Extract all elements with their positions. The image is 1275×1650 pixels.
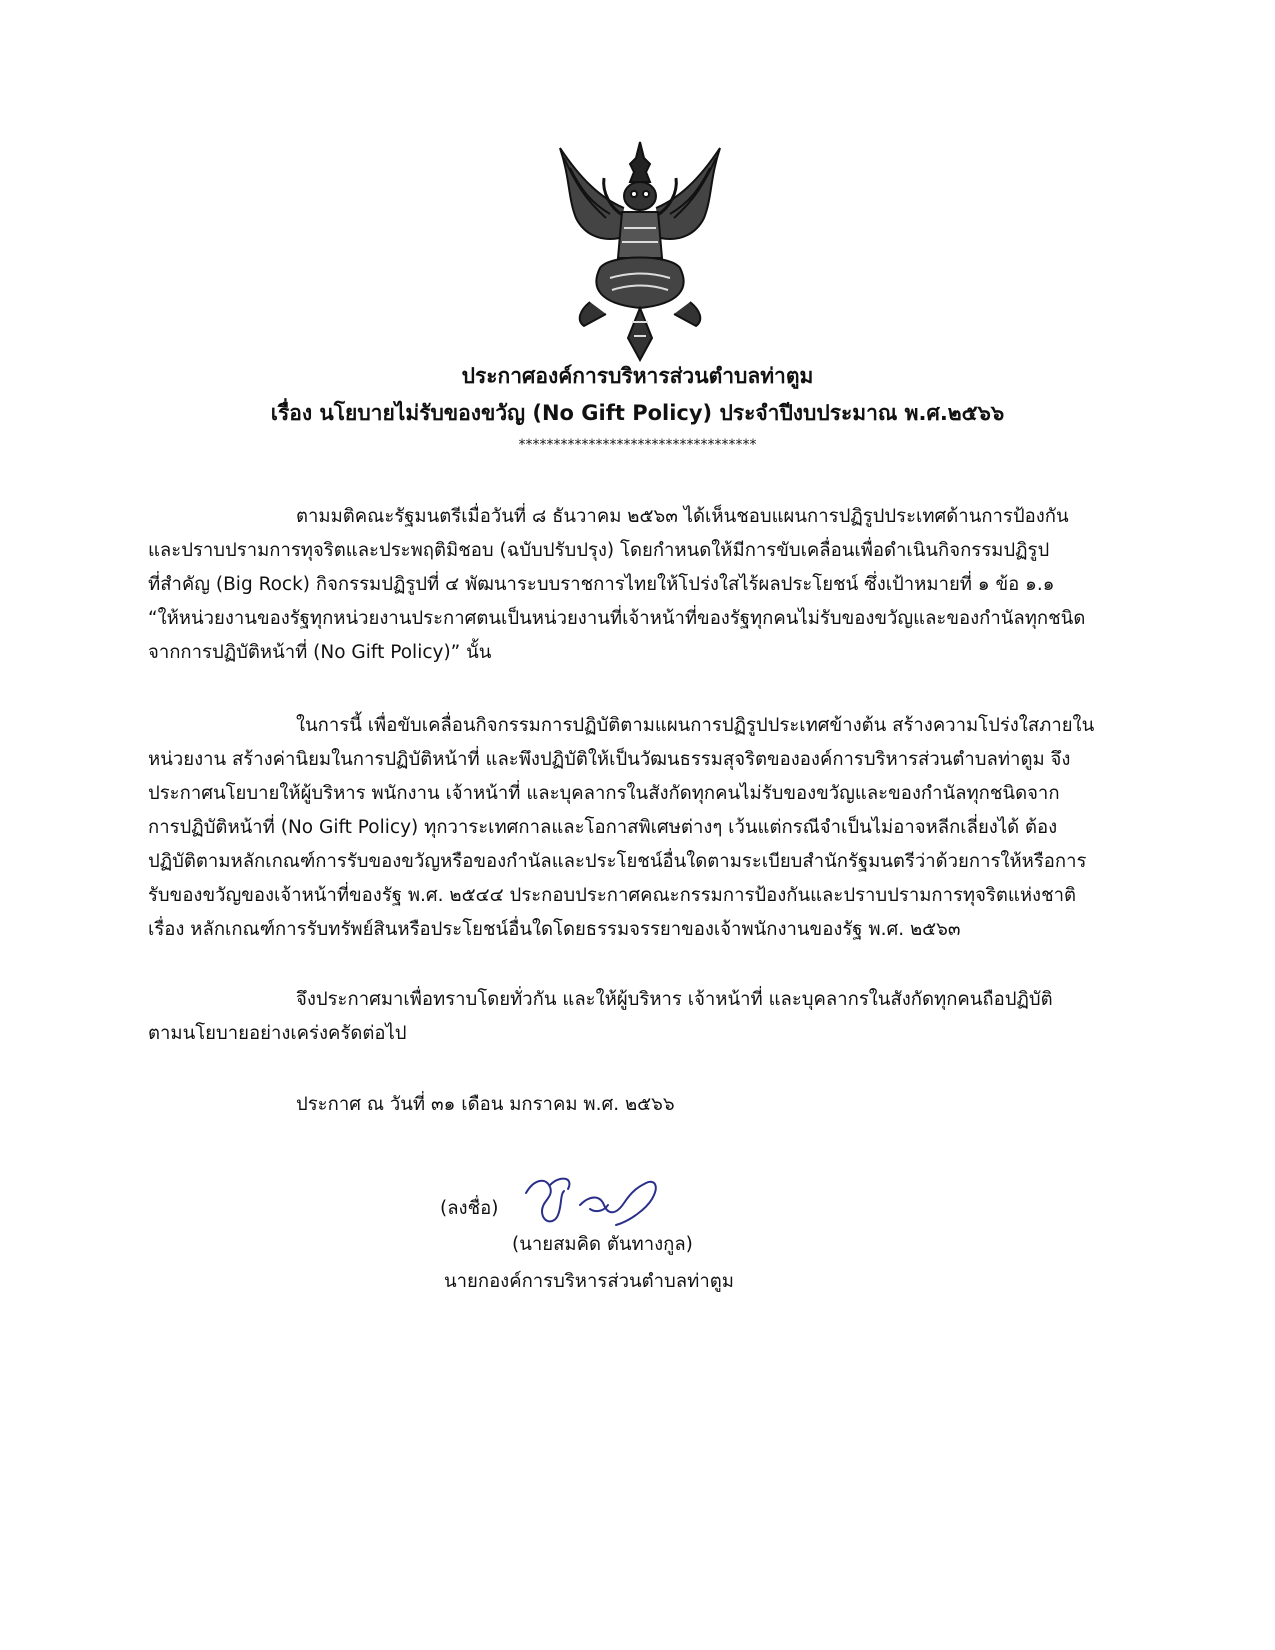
paragraph-line: เรื่อง หลักเกณฑ์การรับทรัพย์สินหรือประโยชน์อื่นใดโดยธรรมจรรยาของเจ้าพนักงานของรัฐ พ.ศ. ๒๕๖๓ bbox=[148, 919, 961, 940]
paragraph-line: ในการนี้ เพื่อขับเคลื่อนกิจกรรมการปฏิบัติตามแผนการปฏิรูปประเทศข้างต้น สร้างความโปร่งใสภายใน bbox=[296, 715, 1095, 736]
paragraph-line: ตามมติคณะรัฐมนตรีเมื่อวันที่ ๘ ธันวาคม ๒๕๖๓ ได้เห็นชอบแผนการปฏิรูปประเทศด้านการป้องกัน bbox=[296, 506, 1069, 527]
paragraph-1 bbox=[148, 500, 1150, 670]
separator-asterisks: ********************************** bbox=[518, 437, 757, 453]
paragraph-line: จึงประกาศมาเพื่อทราบโดยทั่วกัน และให้ผู้บริหาร เจ้าหน้าที่ และบุคลากรในสังกัดทุกคนถือปฏิบัติ bbox=[296, 989, 1053, 1010]
paragraph-line: การปฏิบัติหน้าที่ (No Gift Policy) ทุกวาระเทศกาลและโอกาสพิเศษต่างๆ เว้นแต่กรณีจำเป็นไม่อาจหลีกเลี่ยงได้ ต้อง bbox=[148, 817, 1058, 838]
paragraph-line: ตามนโยบายอย่างเคร่งครัดต่อไป bbox=[148, 1023, 407, 1044]
announcement-title: ประกาศองค์การบริหารส่วนตำบลท่าตูม bbox=[461, 364, 814, 388]
paragraph-line: “ให้หน่วยงานของรัฐทุกหน่วยงานประกาศตนเป็นหน่วยงานที่เจ้าหน้าที่ของรัฐทุกคนไม่รับของขวัญและของกำนัลทุกชนิด bbox=[148, 608, 1086, 629]
signer-name: (นายสมคิด ตันทางกูล) bbox=[512, 1234, 693, 1255]
announcement-date: ประกาศ ณ วันที่ ๓๑ เดือน มกราคม พ.ศ. ๒๕๖๖ bbox=[296, 1094, 675, 1115]
signer-position: นายกองค์การบริหารส่วนตำบลท่าตูม bbox=[444, 1271, 734, 1292]
garuda-emblem bbox=[540, 138, 740, 362]
paragraph-2 bbox=[148, 709, 1150, 947]
paragraph-line: ปฏิบัติตามหลักเกณฑ์การรับของขวัญหรือของกำนัลและประโยชน์อื่นใดตามระเบียบสำนักรัฐมนตรีว่าด้วยการให้หรือการ bbox=[148, 851, 1087, 872]
paragraph-3 bbox=[148, 983, 1150, 1051]
announcement-subject: เรื่อง นโยบายไม่รับของขวัญ (No Gift Policy) ประจำปีงบประมาณ พ.ศ.๒๕๖๖ bbox=[270, 401, 1005, 425]
paragraph-line: รับของขวัญของเจ้าหน้าที่ของรัฐ พ.ศ. ๒๕๔๔ ประกอบประกาศคณะกรรมการป้องกันและปราบปรามการทุจริตแห่งชาติ bbox=[148, 885, 1077, 906]
paragraph-line: ที่สำคัญ (Big Rock) กิจกรรมปฏิรูปที่ ๔ พัฒนาระบบราชการไทยให้โปร่งใสไร้ผลประโยชน์ ซึ่งเป้าหมายที่ ๑ ข้อ ๑.๑ bbox=[148, 574, 1055, 595]
signature-label: (ลงชื่อ) bbox=[440, 1198, 499, 1219]
paragraph-line: และปราบปรามการทุจริตและประพฤติมิชอบ (ฉบับปรับปรุง) โดยกำหนดให้มีการขับเคลื่อนเพื่อดำเนินกิจกรรมปฏิรูป bbox=[148, 540, 1050, 561]
paragraph-line: ประกาศนโยบายให้ผู้บริหาร พนักงาน เจ้าหน้าที่ และบุคลากรในสังกัดทุกคนไม่รับของขวัญและของกำนัลทุกชนิดจาก bbox=[148, 783, 1060, 804]
paragraph-line: จากการปฏิบัติหน้าที่ (No Gift Policy)” นั้น bbox=[148, 642, 492, 663]
handwritten-signature bbox=[520, 1165, 670, 1235]
paragraph-line: หน่วยงาน สร้างค่านิยมในการปฏิบัติหน้าที่ และพึงปฏิบัติให้เป็นวัฒนธรรมสุจริตขององค์การบริหารส่วนตำบลท่าตูม จึง bbox=[148, 749, 1071, 770]
